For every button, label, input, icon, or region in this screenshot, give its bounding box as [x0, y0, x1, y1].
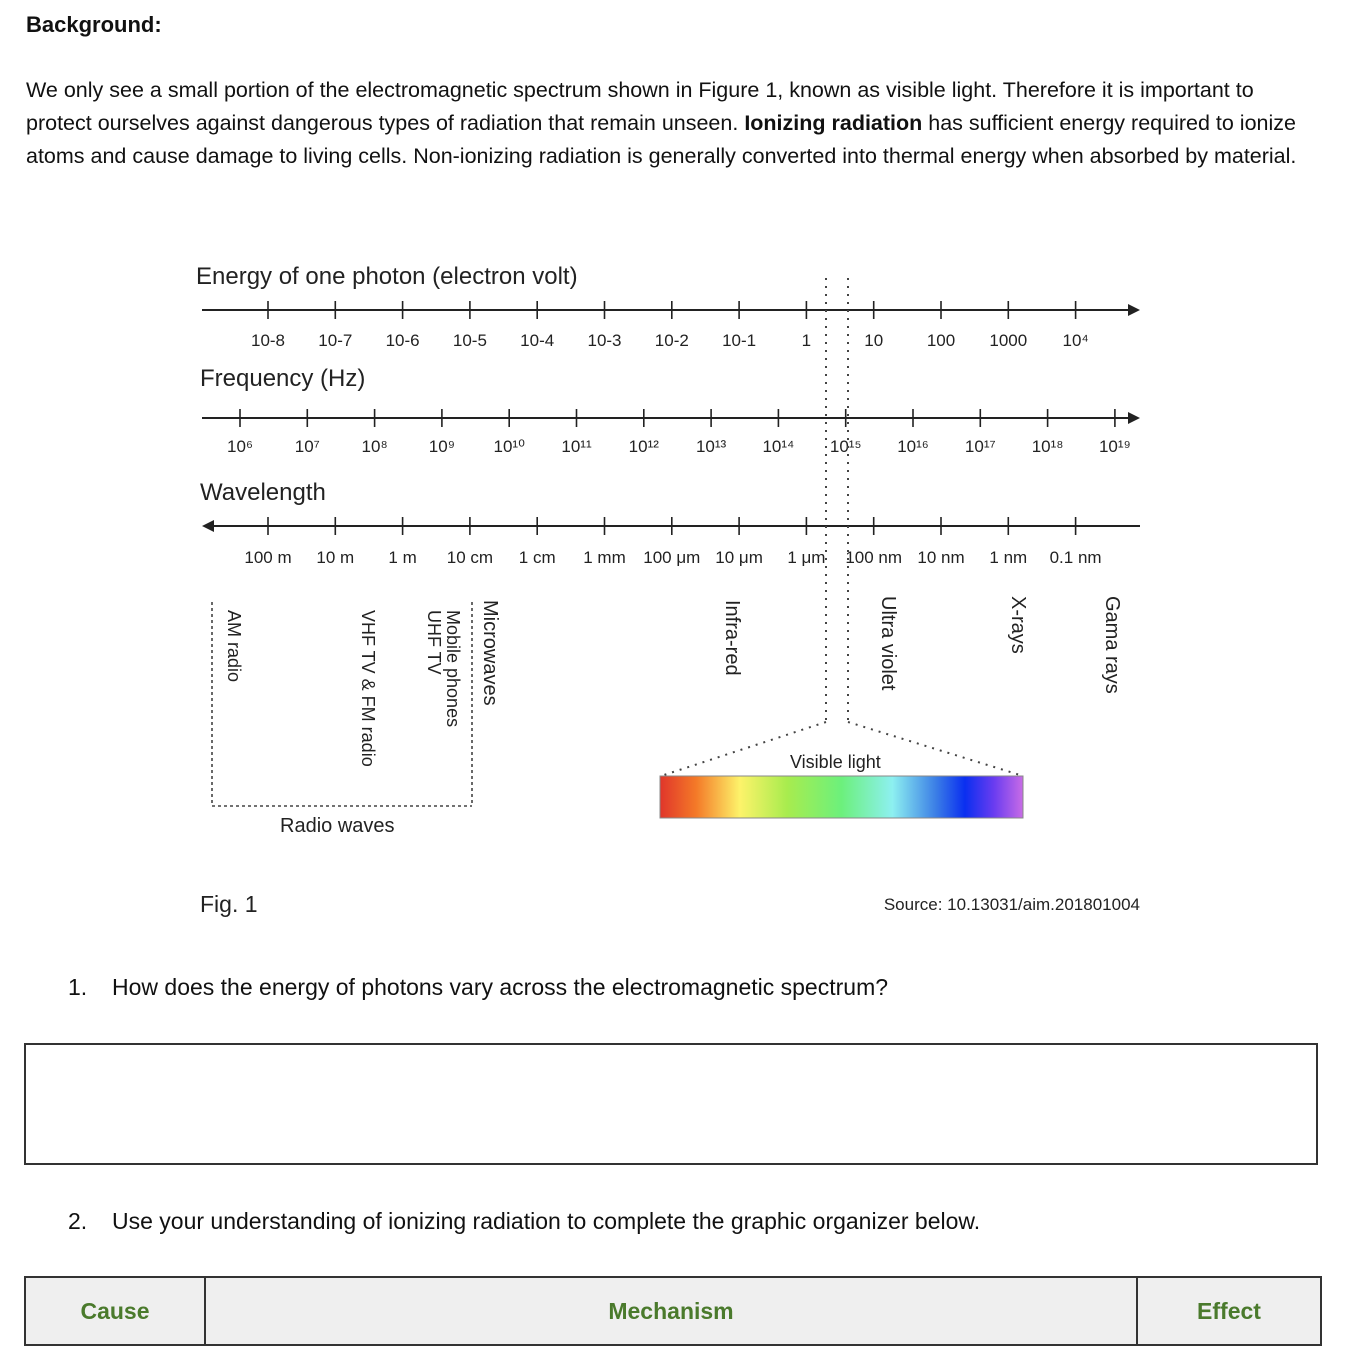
- wavelength-tick-label: 100 nm: [845, 548, 903, 567]
- wavelength-tick-label: 1 m: [388, 548, 417, 567]
- question-1: 1. How does the energy of photons vary across the electromagnetic spectrum?: [68, 974, 889, 1000]
- energy-tick-label: 10-2: [654, 331, 689, 350]
- frequency-title: Frequency (Hz): [200, 365, 366, 392]
- wavelength-tick-label: 10 cm: [446, 548, 494, 567]
- graphic-organizer: [24, 1276, 1322, 1346]
- band-uhf: UHF TV: [424, 610, 444, 675]
- frequency-tick-label: 10⁹: [428, 437, 456, 456]
- wavelength-tick-label: 10 μm: [715, 548, 763, 567]
- energy-tick-label: 10-5: [452, 331, 487, 350]
- band-xrays: X-rays: [1007, 596, 1029, 654]
- energy-tick-label: 10-7: [318, 331, 353, 350]
- energy-tick-label: 10-1: [722, 331, 757, 350]
- visible-spectrum-bar: [660, 776, 1023, 818]
- wavelength-tick-label: 10 m: [316, 548, 355, 567]
- wavelength-axis: [202, 517, 1140, 535]
- frequency-tick-label: 10⁶: [227, 437, 253, 456]
- frequency-axis: [202, 409, 1140, 427]
- band-mobile: Mobile phones: [443, 610, 463, 728]
- band-vhf: VHF TV & FM radio: [358, 610, 378, 767]
- header-mechanism: Mechanism: [205, 1277, 1137, 1345]
- frequency-tick-label: 10⁸: [361, 437, 388, 456]
- em-spectrum-figure: [0, 240, 1354, 940]
- wavelength-tick-label: 100 m: [244, 548, 292, 567]
- energy-tick-label: 1: [801, 331, 812, 350]
- header-cause: Cause: [25, 1277, 205, 1345]
- band-gamma: Gama rays: [1101, 596, 1123, 694]
- energy-tick-label: 10-3: [587, 331, 622, 350]
- frequency-tick-label: 10¹⁶: [897, 437, 929, 456]
- energy-title: Energy of one photon (electron volt): [196, 263, 578, 290]
- band-microwaves: Microwaves: [479, 600, 501, 706]
- ionizing-radiation-term: Ionizing radiation: [744, 111, 923, 135]
- frequency-tick-label: 10⁷: [294, 437, 320, 456]
- frequency-tick-label: 10¹²: [628, 437, 659, 456]
- frequency-tick-label: 10¹⁵: [829, 437, 862, 456]
- energy-tick-label: 10-6: [385, 331, 420, 350]
- energy-tick-label: 10: [864, 331, 884, 350]
- visible-light-label: Visible light: [790, 752, 881, 772]
- background-paragraph: We only see a small portion of the electromagnetic spectrum shown in Figure 1, known as visible light. Therefore it is important to protect ourselves against dangerous types of radiation that remain unseen. Ionizing radiation has sufficient energy required to ionize atoms and cause damage to living cells. Non-ionizing radiation is generally converted into thermal energy when absorbed by material.: [26, 78, 1297, 168]
- energy-tick-label: 1000: [989, 331, 1028, 350]
- wavelength-tick-label: 1 mm: [583, 548, 626, 567]
- radio-waves-label: Radio waves: [280, 815, 395, 837]
- energy-tick-label: 10-8: [250, 331, 286, 350]
- frequency-tick-label: 10¹⁰: [493, 437, 525, 456]
- question-2: 2. Use your understanding of ionizing radiation to complete the graphic organizer below.: [68, 1208, 981, 1234]
- frequency-tick-label: 10¹⁹: [1098, 437, 1131, 456]
- band-am-radio: AM radio: [224, 610, 244, 683]
- band-infrared: Infra-red: [721, 600, 743, 676]
- frequency-tick-label: 10¹¹: [561, 437, 592, 456]
- figure-caption: Fig. 1: [200, 891, 258, 917]
- wavelength-tick-label: 0.1 nm: [1049, 548, 1102, 567]
- figure-source: Source: 10.13031/aim.201801004: [883, 895, 1140, 914]
- wavelength-tick-label: 1 cm: [518, 548, 556, 567]
- frequency-tick-label: 10¹⁴: [762, 437, 795, 456]
- wavelength-tick-label: 100 μm: [643, 548, 701, 567]
- wavelength-tick-label: 10 nm: [917, 548, 965, 567]
- frequency-tick-label: 10¹³: [695, 437, 727, 456]
- band-ultraviolet: Ultra violet: [877, 596, 899, 691]
- energy-tick-label: 10-4: [520, 331, 555, 350]
- question-1-answer-box[interactable]: [24, 1043, 1318, 1165]
- header-effect: Effect: [1137, 1277, 1321, 1345]
- wavelength-title: Wavelength: [200, 479, 326, 506]
- frequency-tick-label: 10¹⁷: [964, 437, 996, 456]
- wavelength-tick-label: 1 nm: [989, 548, 1028, 567]
- frequency-tick-label: 10¹⁸: [1031, 437, 1064, 456]
- wavelength-tick-label: 1 μm: [787, 548, 826, 567]
- energy-axis: [202, 301, 1140, 319]
- energy-tick-label: 100: [926, 331, 956, 350]
- background-heading: Background:: [26, 12, 162, 37]
- energy-tick-label: 10⁴: [1062, 331, 1089, 350]
